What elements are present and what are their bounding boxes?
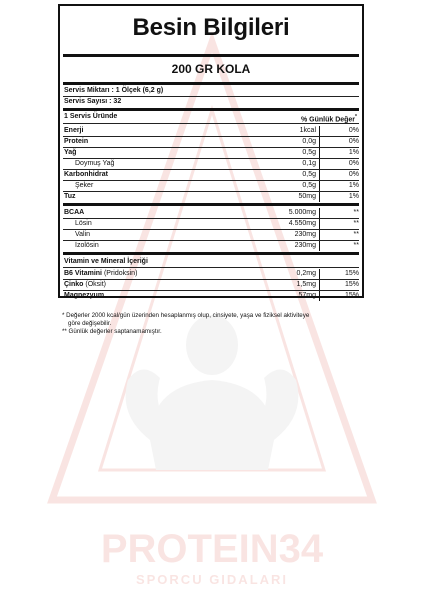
nutrient-name: İzolösin (75, 242, 99, 249)
column-divider (319, 208, 320, 218)
vitamin-name: B6 Vitamini (64, 270, 102, 277)
vitamin-name: Çinko (64, 281, 84, 288)
vitamin-amount: 0,2mg (296, 270, 316, 277)
serving-count-row (63, 97, 359, 107)
nutrient-row-leucine (63, 219, 359, 230)
column-divider (319, 269, 320, 279)
column-divider (319, 291, 320, 301)
panel-title: Besin Bilgileri (132, 14, 290, 41)
product-divider (63, 82, 359, 85)
footnote-undetermined: ** Günlük değerler saptanamamıştır. (62, 328, 162, 335)
nutrient-row-isoleucine (63, 241, 359, 251)
macros-divider (63, 203, 359, 206)
nutrient-pct: 0% (348, 127, 359, 134)
footnotes (62, 312, 358, 336)
watermark-brand-text: PROTEIN34 (100, 527, 324, 571)
column-divider (319, 181, 320, 191)
nutrient-pct: 0% (348, 160, 359, 167)
nutrient-row-sugar (63, 181, 359, 192)
nutrient-name: Protein (64, 138, 89, 145)
vitamin-name: Magnezyum (64, 292, 105, 299)
nutrient-pct: ** (353, 242, 359, 249)
nutrient-row-energy (63, 126, 359, 137)
nutrient-amount: 0,5g (302, 149, 316, 156)
product-name: 200 GR KOLA (171, 62, 251, 76)
title-divider (63, 54, 359, 57)
table-header-left: 1 Servis Üründe (64, 113, 118, 120)
nutrition-facts-panel (58, 4, 364, 335)
vitamin-amount: 57mg (298, 292, 316, 299)
nutrient-amount: 0,0g (302, 138, 316, 145)
vitamin-row-b6 (63, 269, 359, 280)
nutrient-row-bcaa (63, 208, 359, 219)
nutrient-pct: 1% (348, 193, 359, 200)
nutrient-name: Karbonhidrat (64, 171, 108, 178)
nutrient-row-carbohydrate (63, 170, 359, 181)
vitamin-name-group (64, 280, 106, 290)
column-divider (319, 241, 320, 251)
column-divider (319, 148, 320, 158)
nutrient-row-fat (63, 148, 359, 159)
nutrient-name: Valin (75, 231, 91, 238)
watermark-athlete-icon (126, 315, 299, 470)
nutrient-name: Yağ (64, 149, 77, 156)
column-divider (319, 170, 320, 180)
nutrient-amount: 0,1g (302, 160, 316, 167)
nutrient-pct: ** (353, 209, 359, 216)
nutrient-pct: 1% (348, 182, 359, 189)
vitamin-name-group (64, 291, 104, 301)
column-divider (319, 280, 320, 290)
vitamin-amount: 1,5mg (296, 281, 316, 288)
table-header-row (63, 112, 359, 124)
bcaa-divider (63, 252, 359, 255)
nutrient-amount: 230mg (294, 242, 316, 249)
vitamin-detail: (Pridoksin) (103, 270, 138, 277)
nutrient-pct: ** (353, 231, 359, 238)
vitamin-section-title: Vitamin ve Mineral İçeriği (64, 258, 148, 265)
column-divider (319, 137, 320, 147)
column-divider (319, 159, 320, 169)
nutrient-amount: 0,5g (302, 171, 316, 178)
nutrient-name: Doymuş Yağ (75, 160, 115, 167)
nutrient-row-valine (63, 230, 359, 241)
serving-count-label: Servis Sayısı : 32 (64, 98, 122, 105)
column-divider (319, 126, 320, 136)
nutrient-amount: 50mg (298, 193, 316, 200)
vitamin-pct: 15% (344, 270, 359, 277)
table-header-right: % Günlük Değer* (300, 114, 357, 124)
footnote-daily-values-cont: göre değişebilir. (68, 320, 112, 327)
nutrient-amount: 4.550mg (288, 220, 316, 227)
nutrient-pct: 0% (348, 138, 359, 145)
nutrient-name: Lösin (75, 220, 92, 227)
nutrient-name: Şeker (75, 182, 94, 189)
vitamin-name-group (64, 269, 137, 279)
nutrient-pct: 1% (348, 149, 359, 156)
serving-size-row (63, 86, 359, 97)
nutrient-name: BCAA (64, 209, 85, 216)
nutrient-name: Tuz (64, 193, 76, 200)
column-divider (319, 219, 320, 229)
nutrient-pct: ** (353, 220, 359, 227)
nutrient-amount: 1kcal (299, 127, 316, 134)
vitamin-pct: 15% (344, 281, 359, 288)
vitamin-pct: 15% (344, 292, 359, 299)
table-header-marker: * (355, 114, 357, 120)
nutrient-pct: 0% (348, 171, 359, 178)
column-divider (319, 192, 320, 202)
nutrient-amount: 230mg (294, 231, 316, 238)
vitamin-section-title-row (63, 257, 359, 268)
watermark-tagline-text: SPORCU GIDALARI (135, 572, 289, 587)
nutrient-row-protein (63, 137, 359, 148)
column-divider (319, 230, 320, 240)
nutrient-amount: 0,5g (302, 182, 316, 189)
nutrient-name: Enerji (64, 127, 84, 134)
vitamin-detail: (Oksit) (85, 281, 107, 288)
nutrient-amount: 5.000mg (288, 209, 316, 216)
nutrient-row-salt (63, 192, 359, 202)
serving-size-label: Servis Miktarı : 1 Ölçek (6,2 g) (64, 87, 164, 94)
serving-divider (63, 108, 359, 111)
vitamin-row-magnesium (63, 291, 359, 301)
footnote-daily-values: * Değerler 2000 kcal/gün üzerinden hesaplanmış olup, cinsiyete, yaşa ve fiziksel aktiviteye (62, 312, 310, 319)
vitamin-row-zinc (63, 280, 359, 291)
nutrient-row-saturated-fat (63, 159, 359, 170)
